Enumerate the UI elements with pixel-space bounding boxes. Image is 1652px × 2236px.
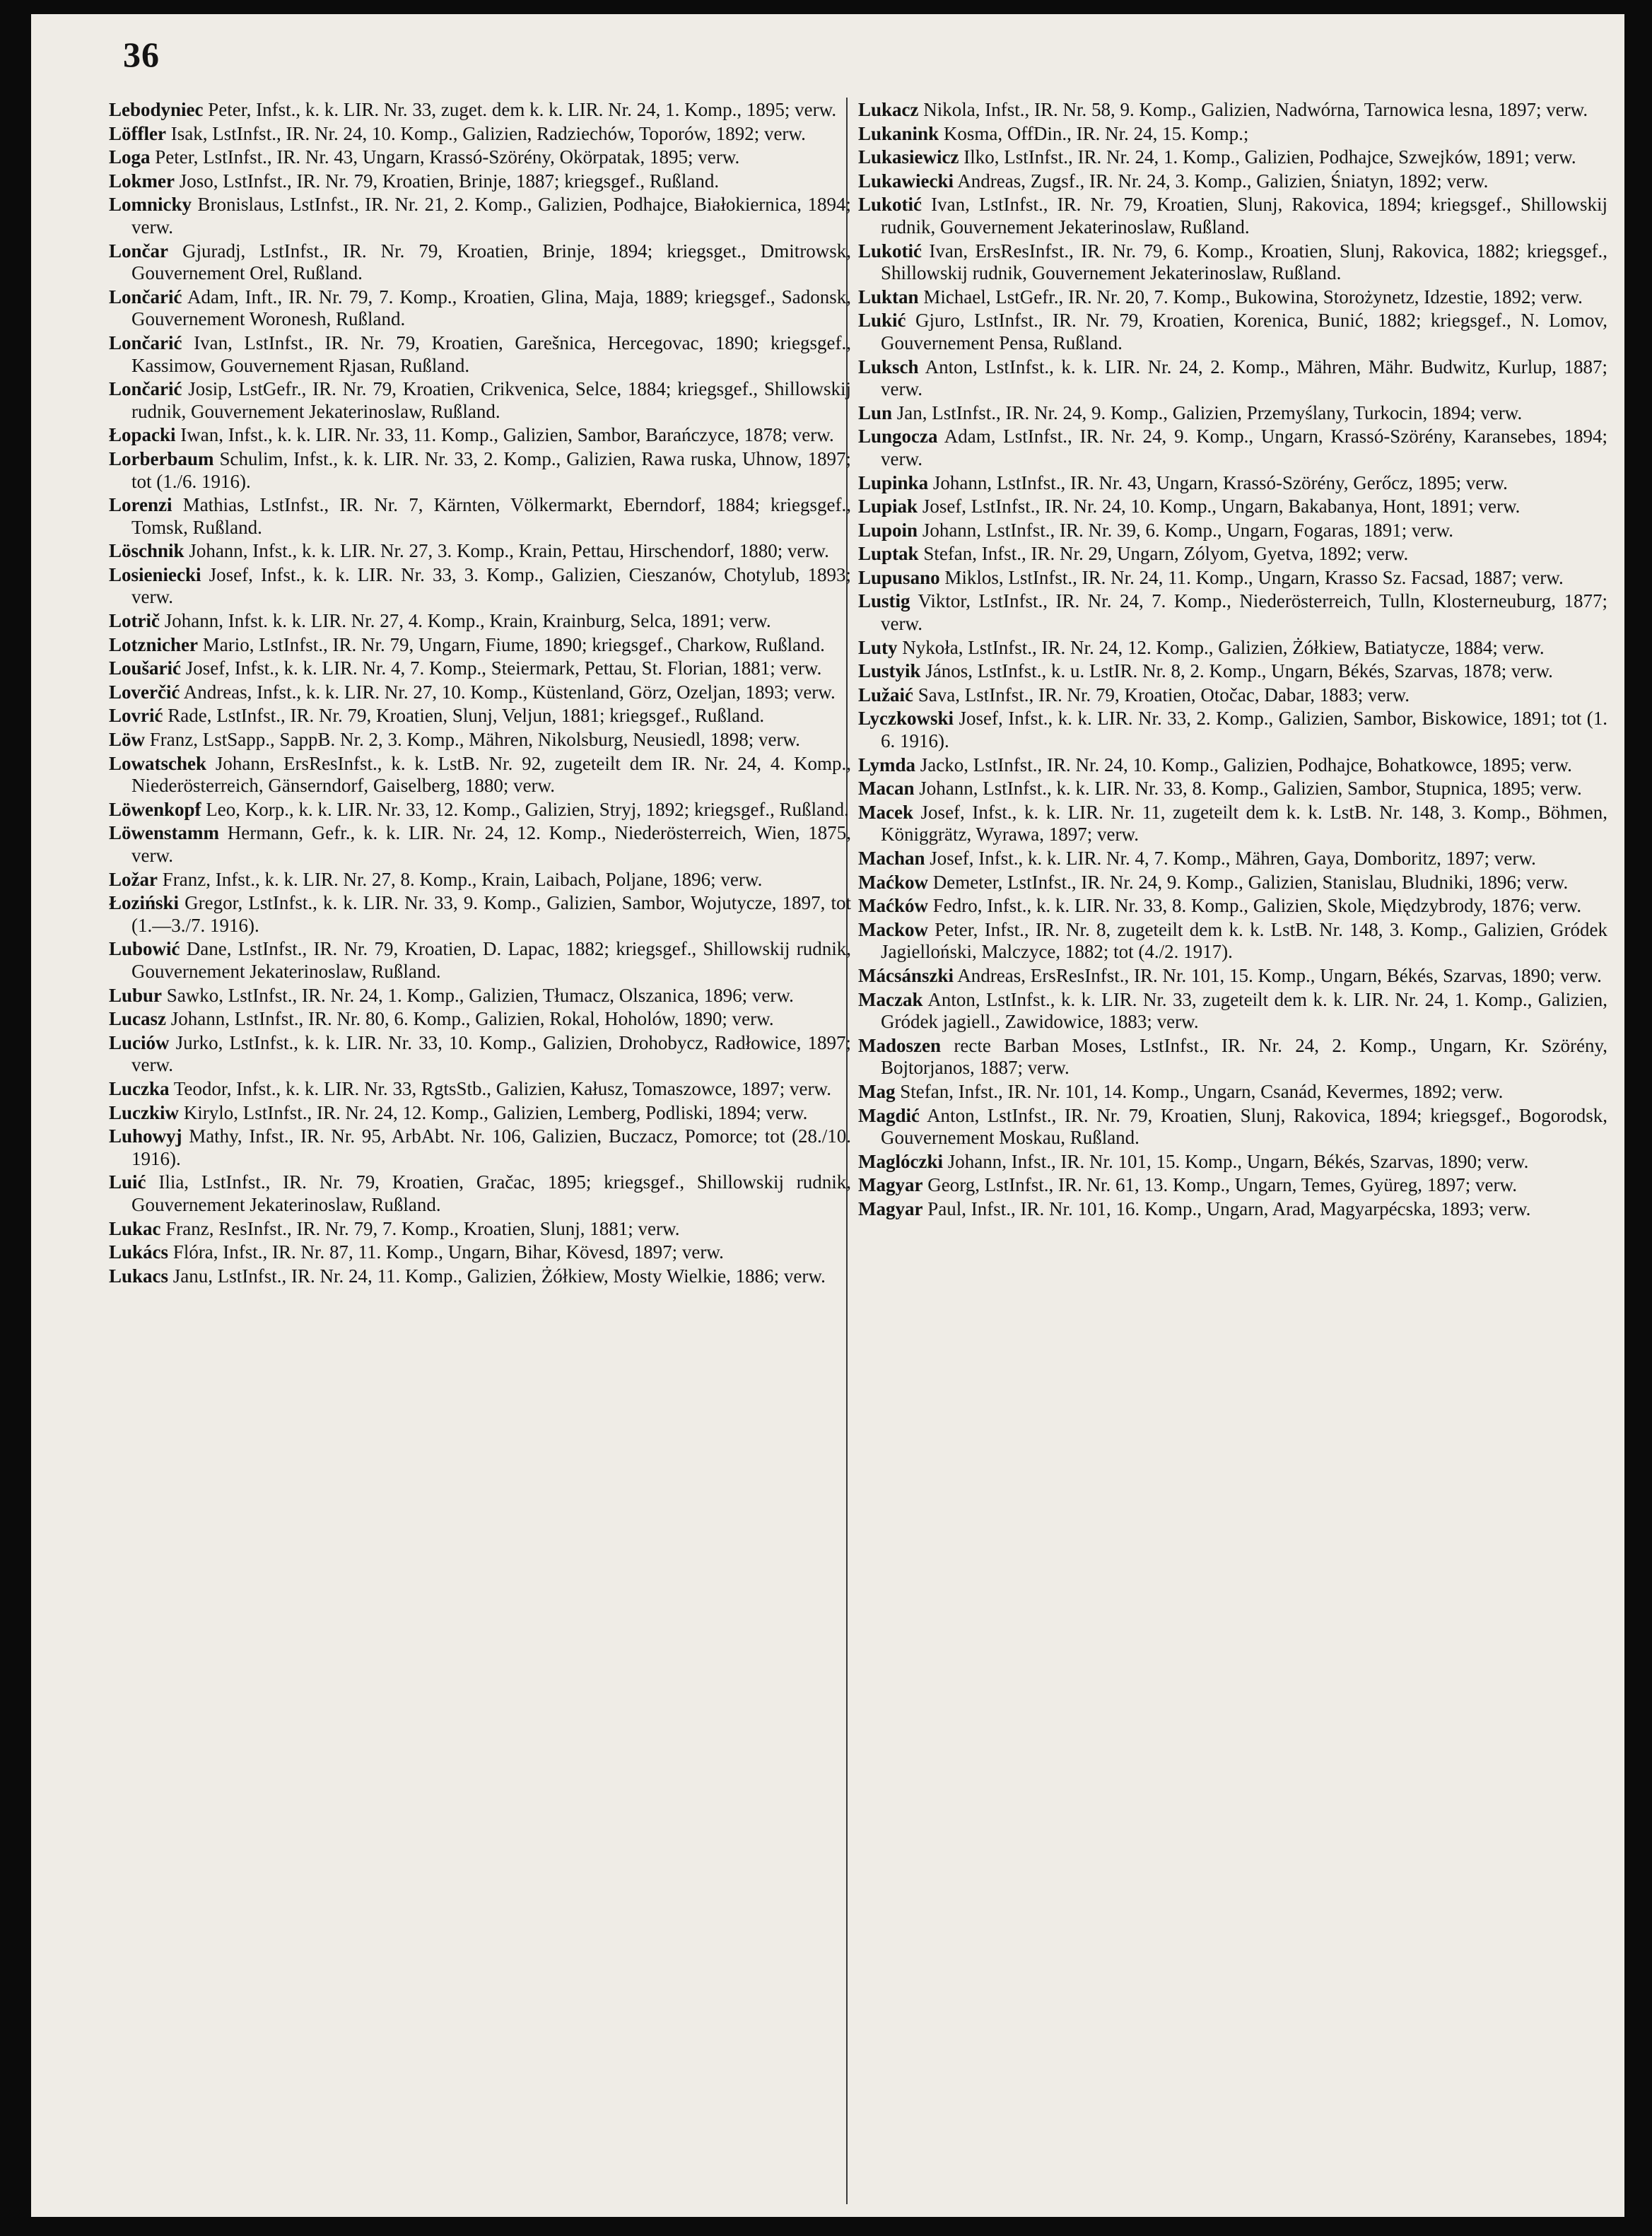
entry-surname: Lotznicher — [109, 633, 198, 655]
entry-surname: Luktan — [858, 286, 919, 308]
register-entry — [858, 660, 1607, 683]
entry-details: Gjuro, LstInfst., IR. Nr. 79, Kroatien, Korenica, Bunić, 1882; kriegsgef., N. Lomov, Gouvernement Pensa, Rußland. — [881, 310, 1607, 353]
register-entry — [858, 637, 1607, 660]
register-entry — [858, 1035, 1607, 1079]
entry-surname: Lotrič — [109, 610, 160, 632]
entry-details: Adam, Inft., IR. Nr. 79, 7. Komp., Kroatien, Glina, Maja, 1889; kriegsgef., Sadonsk, Gouvernement Woronesh, Rußland. — [131, 286, 851, 330]
entry-surname: Luhowyj — [109, 1125, 182, 1147]
register-entry — [858, 194, 1607, 238]
entry-surname: Lomnicky — [109, 194, 192, 216]
entry-details: Nykoła, LstInfst., IR. Nr. 24, 12. Komp., Galizien, Żółkiew, Batiatycze, 1884; verw. — [897, 636, 1545, 658]
entry-surname: Löwenkopf — [109, 798, 201, 820]
entry-surname: Luczkiw — [109, 1101, 180, 1123]
register-entry — [109, 240, 851, 285]
register-entry — [109, 1102, 851, 1125]
entry-details: Rade, LstInfst., IR. Nr. 79, Kroatien, Slunj, Veljun, 1881; kriegsgef., Rußland. — [163, 705, 765, 727]
entry-details: Georg, LstInfst., IR. Nr. 61, 13. Komp., Ungarn, Temes, Gyüreg, 1897; verw. — [922, 1174, 1517, 1196]
entry-surname: Luty — [858, 636, 898, 658]
entry-details: Teodor, Infst., k. k. LIR. Nr. 33, RgtsStb., Galizien, Kałusz, Tomaszowce, 1897; verw. — [169, 1077, 832, 1099]
register-entry — [109, 123, 851, 146]
entry-details: Peter, LstInfst., IR. Nr. 43, Ungarn, Krassó-Szörény, Okörpatak, 1895; verw. — [150, 146, 740, 168]
entry-details: Jan, LstInfst., IR. Nr. 24, 9. Komp., Galizien, Przemyślany, Turkocin, 1894; verw. — [892, 402, 1523, 423]
entry-surname: Loušarić — [109, 657, 182, 679]
entry-surname: Macek — [858, 801, 913, 823]
register-entry — [858, 170, 1607, 193]
register-entry — [858, 356, 1607, 401]
entry-details: Stefan, Infst., IR. Nr. 101, 14. Komp., Ungarn, Csanád, Kevermes, 1892; verw. — [895, 1080, 1504, 1102]
entry-surname: Magyar — [858, 1198, 923, 1219]
register-entry — [858, 426, 1607, 470]
register-entry — [858, 965, 1607, 988]
entry-surname: Lupusano — [858, 566, 940, 588]
entry-surname: Löffler — [109, 122, 166, 144]
entry-details: recte Barban Moses, LstInfst., IR. Nr. 24, 2. Komp., Ungarn, Kr. Szörény, Bojtorjanos, 1887; verw. — [881, 1034, 1607, 1079]
entry-details: Schulim, Infst., k. k. LIR. Nr. 33, 2. Komp., Galizien, Rawa ruska, Uhnow, 1897; tot (1./6. 1916). — [131, 447, 851, 492]
register-entry — [858, 848, 1607, 870]
entry-surname: Lončar — [109, 240, 168, 262]
entry-surname: Maglóczki — [858, 1150, 943, 1172]
register-entry — [858, 310, 1607, 354]
register-entry — [109, 1032, 851, 1077]
register-entry — [858, 567, 1607, 590]
entry-surname: Lončarić — [109, 286, 182, 308]
register-entry — [858, 802, 1607, 846]
entry-surname: Maćkow — [858, 871, 928, 893]
register-entry — [858, 590, 1607, 635]
entry-surname: Ložar — [109, 868, 158, 890]
register-entry — [109, 1125, 851, 1170]
entry-surname: Lupinka — [858, 472, 929, 493]
register-entry — [109, 869, 851, 891]
entry-surname: Mácsánszki — [858, 964, 954, 986]
register-entry — [858, 123, 1607, 146]
entry-surname: Macan — [858, 778, 915, 800]
entry-details: Anton, LstInfst., IR. Nr. 79, Kroatien, Slunj, Rakovica, 1894; kriegsgef., Bogorodsk, Gouvernement Moskau, Rußland. — [881, 1104, 1607, 1149]
entry-surname: Lorenzi — [109, 494, 172, 516]
entry-surname: Loverčić — [109, 681, 180, 703]
entry-details: Kosma, OffDin., IR. Nr. 24, 15. Komp.; — [939, 122, 1249, 144]
entry-details: Viktor, LstInfst., IR. Nr. 24, 7. Komp., Niederösterreich, Tulln, Klosterneuburg, 1877; verw. — [881, 590, 1607, 635]
entry-surname: Lymda — [858, 754, 916, 775]
register-entry — [858, 684, 1607, 707]
entry-details: Andreas, Zugsf., IR. Nr. 24, 3. Komp., Galizien, Śniatyn, 1892; verw. — [954, 170, 1489, 192]
register-entry — [858, 778, 1607, 800]
entry-details: Ivan, ErsResInfst., IR. Nr. 79, 6. Komp., Kroatien, Slunj, Rakovica, 1882; kriegsgef., Shillowskij rudnik, Gouvernement Jekaterinoslaw, Rußland. — [881, 240, 1607, 284]
register-entry — [109, 938, 851, 983]
register-entry — [109, 822, 851, 867]
entry-details: Josef, Infst., k. k. LIR. Nr. 4, 7. Komp., Mähren, Gaya, Domboritz, 1897; verw. — [925, 848, 1536, 869]
entry-details: Johann, LstInfst., IR. Nr. 80, 6. Komp., Galizien, Rokal, Hoholów, 1890; verw. — [166, 1008, 774, 1030]
register-entry — [858, 1105, 1607, 1149]
entry-surname: Lukacz — [858, 99, 919, 120]
right-column — [858, 99, 1607, 1222]
register-entry — [858, 146, 1607, 169]
entry-surname: Lungocza — [858, 426, 938, 447]
entry-details: János, LstInfst., k. u. LstIR. Nr. 8, 2. Komp., Ungarn, Békés, Szarvas, 1878; verw. — [920, 660, 1553, 682]
entry-surname: Lokmer — [109, 170, 175, 192]
entry-details: Joso, LstInfst., IR. Nr. 79, Kroatien, Brinje, 1887; kriegsgef., Rußland. — [174, 170, 720, 192]
register-entry — [109, 1078, 851, 1101]
entry-details: Franz, ResInfst., IR. Nr. 79, 7. Komp., Kroatien, Slunj, 1881; verw. — [160, 1217, 680, 1239]
entry-surname: Lowatschek — [109, 752, 207, 774]
register-entry — [109, 146, 851, 169]
entry-surname: Magyar — [858, 1174, 923, 1196]
register-entry — [109, 1265, 851, 1288]
entry-details: Kirylo, LstInfst., IR. Nr. 24, 12. Komp., Galizien, Lemberg, Podliski, 1894; verw. — [179, 1101, 808, 1123]
document-page — [31, 14, 1624, 2217]
entry-details: Fedro, Infst., k. k. LIR. Nr. 33, 8. Komp., Galizien, Skole, Międzybrody, 1876; verw. — [927, 895, 1582, 917]
entry-details: Jurko, LstInfst., k. k. LIR. Nr. 33, 10. Komp., Galizien, Drohobycz, Radłowice, 1897; verw. — [131, 1031, 851, 1076]
entry-details: Johann, Infst., IR. Nr. 101, 15. Komp., Ungarn, Békés, Szarvas, 1890; verw. — [942, 1150, 1529, 1172]
register-entry — [858, 496, 1607, 518]
entry-surname: Maćków — [858, 895, 928, 917]
register-entry — [109, 1171, 851, 1216]
register-entry — [858, 872, 1607, 894]
entry-surname: Lukić — [858, 310, 906, 332]
entry-details: Peter, Infst., IR. Nr. 8, zugeteilt dem k. k. LstB. Nr. 148, 3. Komp., Galizien, Gródek Jagielloński, Malczyce, 1882; tot (4./2. 1917). — [881, 918, 1607, 963]
register-entry — [858, 520, 1607, 542]
register-entry — [858, 240, 1607, 285]
entry-surname: Lubowić — [109, 938, 180, 960]
register-entry — [858, 708, 1607, 752]
register-entry — [109, 681, 851, 704]
entry-details: Johann, ErsResInfst., k. k. LstB. Nr. 92, zugeteilt dem IR. Nr. 24, 4. Komp., Niederösterreich, Gänserndorf, Gaiselberg, 1880; verw. — [131, 752, 851, 797]
register-entry — [109, 610, 851, 633]
entry-surname: Machan — [858, 848, 925, 869]
entry-surname: Lun — [858, 402, 893, 423]
register-entry — [109, 705, 851, 727]
register-entry — [109, 99, 851, 122]
register-entry — [858, 919, 1607, 964]
register-entry — [858, 1151, 1607, 1173]
entry-surname: Löw — [109, 729, 146, 751]
register-entry — [109, 1008, 851, 1031]
entry-details: Anton, LstInfst., k. k. LIR. Nr. 24, 2. Komp., Mähren, Mähr. Budwitz, Kurlup, 1887; verw. — [881, 356, 1607, 400]
entry-details: Mathias, LstInfst., IR. Nr. 7, Kärnten, Völkermarkt, Eberndorf, 1884; kriegsgef., Tomsk, Rußland. — [131, 494, 851, 538]
register-entry — [109, 729, 851, 751]
entry-details: Mario, LstInfst., IR. Nr. 79, Ungarn, Fiume, 1890; kriegsgef., Charkow, Rußland. — [197, 633, 825, 655]
entry-details: Franz, Infst., k. k. LIR. Nr. 27, 8. Komp., Krain, Laibach, Poljane, 1896; verw. — [157, 868, 763, 890]
register-entry — [858, 1198, 1607, 1221]
register-entry — [109, 985, 851, 1007]
entry-surname: Lukacs — [109, 1265, 169, 1287]
entry-surname: Luczka — [109, 1077, 170, 1099]
entry-details: Stefan, Infst., IR. Nr. 29, Ungarn, Zólyom, Gyetva, 1892; verw. — [918, 543, 1409, 565]
left-column — [109, 99, 851, 1289]
entry-details: Sava, LstInfst., IR. Nr. 79, Kroatien, Otočac, Dabar, 1883; verw. — [913, 684, 1410, 706]
entry-surname: Mag — [858, 1080, 896, 1102]
register-entry — [109, 634, 851, 657]
entry-details: Sawko, LstInfst., IR. Nr. 24, 1. Komp., Galizien, Tłumacz, Olszanica, 1896; verw. — [162, 984, 794, 1006]
entry-details: Johann, LstInfst., IR. Nr. 39, 6. Komp., Ungarn, Fogaras, 1891; verw. — [918, 519, 1453, 541]
entry-details: Franz, LstSapp., SappB. Nr. 2, 3. Komp., Mähren, Nikolsburg, Neusiedl, 1898; verw. — [145, 729, 800, 751]
entry-surname: Lukasiewicz — [858, 146, 959, 168]
entry-surname: Lužaić — [858, 684, 913, 706]
entry-details: Ilko, LstInfst., IR. Nr. 24, 1. Komp., Galizien, Podhajce, Szwejków, 1891; verw. — [959, 146, 1576, 168]
entry-details: Isak, LstInfst., IR. Nr. 24, 10. Komp., Galizien, Radziechów, Toporów, 1892; verw. — [165, 122, 806, 144]
entry-surname: Madoszen — [858, 1034, 941, 1056]
entry-surname: Lupiak — [858, 496, 918, 517]
entry-details: Demeter, LstInfst., IR. Nr. 24, 9. Komp., Galizien, Stanislau, Bludniki, 1896; verw. — [927, 871, 1569, 893]
register-entry — [858, 754, 1607, 777]
entry-surname: Luciów — [109, 1031, 170, 1053]
register-entry — [858, 286, 1607, 309]
entry-details: Josef, Infst., k. k. LIR. Nr. 33, 3. Komp., Galizien, Cieszanów, Chotylub, 1893; verw. — [131, 563, 851, 608]
entry-surname: Lyczkowski — [858, 708, 954, 730]
entry-details: Bronislaus, LstInfst., IR. Nr. 21, 2. Komp., Galizien, Podhajce, Białokiernica, 1894; verw. — [131, 194, 851, 238]
entry-details: Anton, LstInfst., k. k. LIR. Nr. 33, zugeteilt dem k. k. LIR. Nr. 24, 1. Komp., Galizien, Gródek jagiell., Zawidowice, 1883; verw. — [881, 988, 1607, 1033]
entry-surname: Maczak — [858, 988, 923, 1010]
entry-surname: Lustyik — [858, 660, 921, 682]
entry-details: Peter, Infst., k. k. LIR. Nr. 33, zuget. dem k. k. LIR. Nr. 24, 1. Komp., 1895; verw. — [203, 99, 837, 120]
entry-surname: Lupoin — [858, 519, 918, 541]
register-entry — [109, 378, 851, 423]
entry-details: Iwan, Infst., k. k. LIR. Nr. 33, 11. Komp., Galizien, Sambor, Barańczyce, 1878; verw. — [175, 424, 834, 446]
entry-surname: Lukanink — [858, 122, 939, 144]
entry-surname: Łopacki — [109, 424, 176, 446]
register-entry — [109, 194, 851, 238]
entry-details: Adam, LstInfst., IR. Nr. 24, 9. Komp., Ungarn, Krassó-Szörény, Karansebes, 1894; verw. — [881, 426, 1607, 469]
entry-details: Ilia, LstInfst., IR. Nr. 79, Kroatien, Gračac, 1895; kriegsgef., Shillowskij rudnik, Gouvernement Jekaterinoslaw, Rußland. — [131, 1171, 851, 1215]
entry-surname: Lukac — [109, 1217, 161, 1239]
entry-details: Josef, Infst., k. k. LIR. Nr. 11, zugeteilt dem k. k. LstB. Nr. 148, 3. Komp., Böhmen, Königgrätz, Wyrawa, 1897; verw. — [881, 801, 1607, 845]
entry-details: Jacko, LstInfst., IR. Nr. 24, 10. Komp., Galizien, Podhajce, Bohatkowce, 1895; verw. — [915, 754, 1572, 775]
entry-surname: Luptak — [858, 543, 919, 565]
entry-surname: Lebodyniec — [109, 99, 204, 120]
register-entry — [858, 472, 1607, 495]
entry-surname: Lukotić — [858, 240, 922, 262]
register-entry — [109, 799, 851, 821]
register-entry — [109, 564, 851, 609]
register-entry — [109, 332, 851, 377]
entry-surname: Lukawiecki — [858, 170, 954, 192]
register-entry — [858, 1174, 1607, 1197]
entry-surname: Lukotić — [858, 194, 922, 216]
entry-details: Josip, LstGefr., IR. Nr. 79, Kroatien, Crikvenica, Selce, 1884; kriegsgef., Shillowskij rudnik, Gouvernement Jekaterinoslaw, Rußland. — [131, 378, 851, 422]
entry-details: Ivan, LstInfst., IR. Nr. 79, Kroatien, Garešnica, Hercegovac, 1890; kriegsgef., Kassimow, Gouvernement Rjasan, Rußland. — [131, 332, 851, 376]
entry-details: Gjuradj, LstInfst., IR. Nr. 79, Kroatien, Brinje, 1894; kriegsget., Dmitrowsk, Gouvernement Orel, Rußland. — [131, 240, 851, 284]
entry-surname: Losieniecki — [109, 563, 201, 585]
entry-details: Miklos, LstInfst., IR. Nr. 24, 11. Komp., Ungarn, Krasso Sz. Facsad, 1887; verw. — [939, 566, 1564, 588]
entry-surname: Łoziński — [109, 892, 180, 914]
entry-surname: Löwenstamm — [109, 822, 219, 844]
entry-details: Michael, LstGefr., IR. Nr. 20, 7. Komp., Bukowina, Storożynetz, Idzestie, 1892; verw. — [918, 286, 1583, 308]
entry-details: Johann, Infst., k. k. LIR. Nr. 27, 3. Komp., Krain, Pettau, Hirschendorf, 1880; verw. — [184, 540, 829, 562]
register-entry — [109, 424, 851, 447]
register-entry — [858, 989, 1607, 1034]
entry-surname: Luksch — [858, 356, 919, 377]
register-entry — [109, 1218, 851, 1241]
entry-surname: Magdić — [858, 1104, 920, 1126]
entry-details: Josef, Infst., k. k. LIR. Nr. 4, 7. Komp., Steiermark, Pettau, St. Florian, 1881; verw. — [181, 657, 822, 679]
entry-details: Flóra, Infst., IR. Nr. 87, 11. Komp., Ungarn, Bihar, Kövesd, 1897; verw. — [168, 1241, 724, 1263]
register-entry — [858, 1081, 1607, 1104]
register-entry — [858, 99, 1607, 122]
entry-details: Ivan, LstInfst., IR. Nr. 79, Kroatien, Slunj, Rakovica, 1894; kriegsgef., Shillowskij rudnik, Gouvernement Jekaterinoslaw, Rußland. — [881, 194, 1607, 238]
register-entry — [109, 286, 851, 331]
entry-surname: Lorberbaum — [109, 447, 214, 469]
entry-details: Andreas, ErsResInfst., IR. Nr. 101, 15. Komp., Ungarn, Békés, Szarvas, 1890; verw. — [954, 964, 1602, 986]
entry-surname: Mackow — [858, 918, 928, 940]
entry-details: Josef, Infst., k. k. LIR. Nr. 33, 2. Komp., Galizien, Sambor, Biskowice, 1891; tot (1. 6. 1916). — [881, 708, 1607, 752]
register-entry — [109, 892, 851, 937]
entry-details: Johann, LstInfst., IR. Nr. 43, Ungarn, Krassó-Szörény, Gerőcz, 1895; verw. — [928, 472, 1508, 493]
register-entry — [858, 895, 1607, 918]
entry-details: Mathy, Infst., IR. Nr. 95, ArbAbt. Nr. 106, Galizien, Buczacz, Pomorce; tot (28./10. 1916). — [131, 1125, 851, 1169]
page-number: 36 — [123, 35, 160, 74]
register-entry — [858, 543, 1607, 566]
entry-surname: Loga — [109, 146, 151, 168]
entry-details: Dane, LstInfst., IR. Nr. 79, Kroatien, D. Lapac, 1882; kriegsgef., Shillowskij rudnik, Gouvernement Jekaterinoslaw, Rußland. — [131, 938, 851, 982]
register-entry — [109, 540, 851, 563]
entry-details: Hermann, Gefr., k. k. LIR. Nr. 24, 12. Komp., Niederösterreich, Wien, 1875, verw. — [131, 822, 851, 866]
register-entry — [858, 402, 1607, 425]
entry-details: Nikola, Infst., IR. Nr. 58, 9. Komp., Galizien, Nadwórna, Tarnowica lesna, 1897; verw. — [918, 99, 1588, 120]
register-entry — [109, 1241, 851, 1264]
register-entry — [109, 170, 851, 193]
entry-details: Johann, Infst. k. k. LIR. Nr. 27, 4. Komp., Krain, Krainburg, Selca, 1891; verw. — [159, 610, 771, 632]
entry-details: Josef, LstInfst., IR. Nr. 24, 10. Komp., Ungarn, Bakabanya, Hont, 1891; verw. — [918, 496, 1521, 517]
entry-surname: Lovrić — [109, 705, 163, 727]
entry-details: Janu, LstInfst., IR. Nr. 24, 11. Komp., Galizien, Żółkiew, Mosty Wielkie, 1886; verw. — [168, 1265, 826, 1287]
entry-surname: Löschnik — [109, 540, 184, 562]
entry-details: Leo, Korp., k. k. LIR. Nr. 33, 12. Komp., Galizien, Stryj, 1892; kriegsgef., Rußland. — [201, 798, 849, 820]
entry-surname: Lončarić — [109, 378, 182, 400]
entry-surname: Lončarić — [109, 332, 182, 353]
entry-details: Johann, LstInfst., k. k. LIR. Nr. 33, 8. Komp., Galizien, Sambor, Stupnica, 1895; verw. — [914, 778, 1582, 800]
register-entry — [109, 448, 851, 493]
register-entry — [109, 657, 851, 680]
entry-details: Gregor, LstInfst., k. k. LIR. Nr. 33, 9. Komp., Galizien, Sambor, Wojutycze, 1897, tot (1.—3./7. 1916). — [131, 892, 851, 936]
entry-details: Andreas, Infst., k. k. LIR. Nr. 27, 10. Komp., Küstenland, Görz, Ozeljan, 1893; verw. — [180, 681, 836, 703]
register-entry — [109, 753, 851, 797]
entry-surname: Lucasz — [109, 1008, 166, 1030]
entry-surname: Lukács — [109, 1241, 169, 1263]
entry-surname: Lubur — [109, 984, 163, 1006]
entry-surname: Luić — [109, 1171, 146, 1193]
entry-details: Paul, Infst., IR. Nr. 101, 16. Komp., Ungarn, Arad, Magyarpécska, 1893; verw. — [922, 1198, 1531, 1219]
entry-surname: Lustig — [858, 590, 910, 612]
register-entry — [109, 494, 851, 539]
